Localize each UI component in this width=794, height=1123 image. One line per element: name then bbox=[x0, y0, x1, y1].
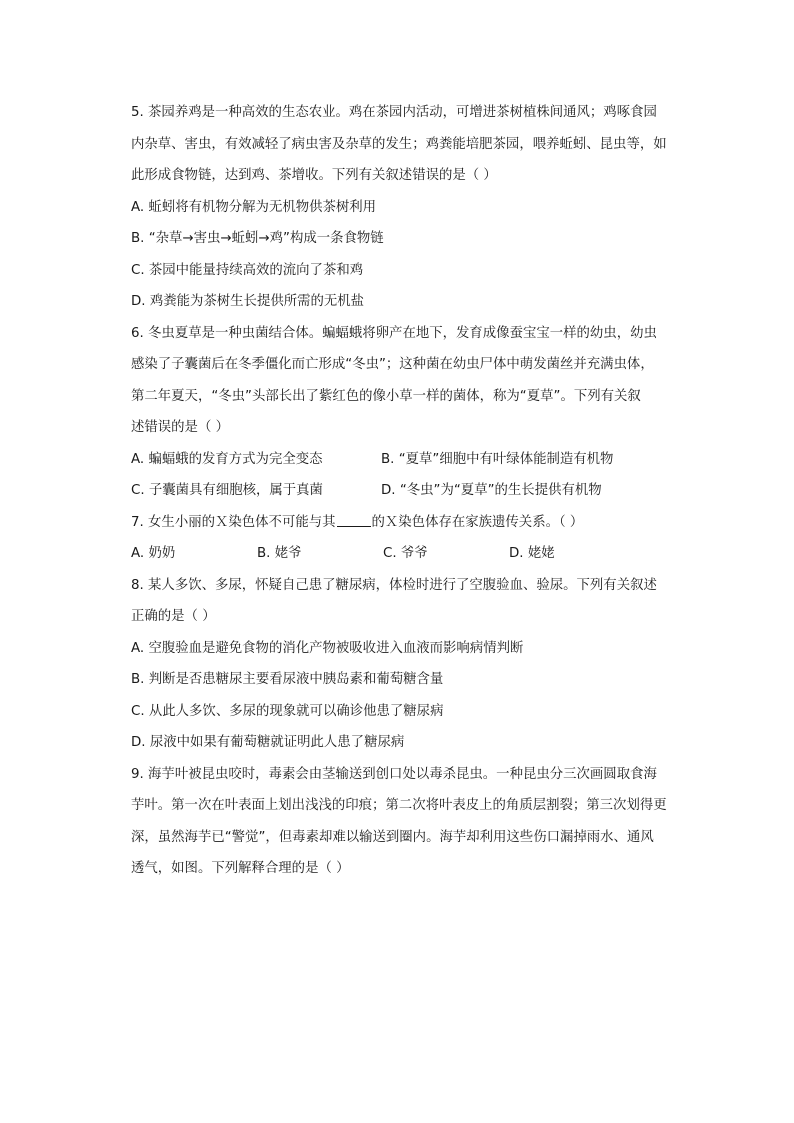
question-6-options-row bbox=[131, 475, 691, 507]
question-6-option-a: A. 蝙蝠蛾的发育方式为完全变态 bbox=[131, 451, 323, 467]
question-5-option-d: D. 鸡粪能为茶树生长提供所需的无机盐 bbox=[131, 294, 365, 309]
question-5-option-a: A. 蚯蚓将有机物分解为无机物供茶树利用 bbox=[131, 199, 377, 215]
question-6-options-row bbox=[131, 444, 691, 476]
question-5-stem-line: 此形成食物链，达到鸡、茶增收。下列有关叙述错误的是（ ） bbox=[131, 168, 497, 183]
question-6-option-b: B. “夏草”细胞中有叶绿体能制造有机物 bbox=[381, 451, 614, 467]
question-list bbox=[131, 97, 691, 885]
question-7-options-row bbox=[131, 538, 691, 570]
question-5-option-c: C. 茶园中能量持续高效的流向了茶和鸡 bbox=[131, 262, 364, 278]
question-9-stem-line: 深，虽然海芋已“警觉”，但毒素却难以输送到圈内。海芋却利用这些伤口漏掉雨水、通风 bbox=[131, 829, 654, 845]
question-8-stem-line: 正确的是（ ） bbox=[131, 609, 216, 624]
question-7-option-a: A. 奶奶 bbox=[131, 546, 176, 561]
question-6-stem-line: 感染了子囊菌后在冬季僵化而亡形成“冬虫”；这种菌在幼虫尸体中萌发菌丝并充满虫体， bbox=[131, 357, 654, 372]
question-6 bbox=[131, 318, 691, 507]
question-8 bbox=[131, 570, 691, 759]
question-5-option-b: B. “杂草→害虫→蚯蚓→鸡”构成一条食物链 bbox=[131, 231, 384, 246]
question-7-option-b: B. 姥爷 bbox=[257, 546, 302, 561]
question-9-stem-line: 芋叶。第一次在叶表面上划出浅浅的印痕；第二次将叶表皮上的角质层割裂；第三次划得更 bbox=[131, 798, 667, 813]
question-8-option-c: C. 从此人多饮、多尿的现象就可以确诊他患了糖尿病 bbox=[131, 703, 444, 719]
question-7 bbox=[131, 507, 691, 570]
question-8-option-a: A. 空腹验血是避免食物的消化产物被吸收进入血液而影响病情判断 bbox=[131, 640, 524, 656]
question-9 bbox=[131, 759, 691, 885]
question-6-option-c: C. 子囊菌具有细胞核，属于真菌 bbox=[131, 483, 323, 498]
question-6-stem-line: 述错误的是（ ） bbox=[131, 420, 229, 435]
question-8-option-b: B. 判断是否患糖尿主要看尿液中胰岛素和葡萄糖含量 bbox=[131, 672, 444, 687]
question-6-stem-line: 第二年夏天，“冬虫”头部长出了紫红色的像小草一样的菌体，称为“夏草”。下列有关叙 bbox=[131, 388, 641, 404]
fill-in-blank bbox=[337, 512, 371, 527]
question-9-stem-line: 透气，如图。下列解释合理的是（ ） bbox=[131, 861, 350, 876]
question-5-stem-line: 5. 茶园养鸡是一种高效的生态农业。鸡在茶园内活动，可增进茶树植株间通风；鸡啄食园 bbox=[131, 105, 657, 120]
question-6-stem-line: 6. 冬虫夏草是一种虫菌结合体。蝙蝠蛾将卵产在地下，发育成像蚕宝宝一样的幼虫，幼虫 bbox=[131, 325, 657, 341]
question-5 bbox=[131, 97, 691, 318]
question-7-option-c: C. 爷爷 bbox=[383, 546, 428, 561]
question-9-stem-line: 9. 海芋叶被昆虫咬时，毒素会由茎输送到创口处以毒杀昆虫。一种昆虫分三次画圆取食海 bbox=[131, 766, 657, 782]
question-8-option-d: D. 尿液中如果有葡萄糖就证明此人患了糖尿病 bbox=[131, 735, 405, 750]
question-7-stem-line bbox=[131, 507, 691, 539]
question-7-option-d: D. 姥姥 bbox=[509, 546, 555, 561]
question-6-option-d: D. “冬虫”为“夏草”的生长提供有机物 bbox=[381, 483, 602, 498]
question-7-stem-after: 的Ｘ染色体存在家族遗传关系。（ ） bbox=[371, 514, 584, 530]
question-8-stem-line: 8. 某人多饮、多尿，怀疑自己患了糖尿病，体检时进行了空腹验血、验尿。下列有关叙述 bbox=[131, 577, 657, 593]
question-5-stem-line: 内杂草、害虫，有效减轻了病虫害及杂草的发生；鸡粪能培肥茶园，喂养蚯蚓、昆虫等，如 bbox=[131, 136, 667, 152]
question-7-stem-before: 7. 女生小丽的Ｘ染色体不可能与其 bbox=[131, 514, 336, 530]
